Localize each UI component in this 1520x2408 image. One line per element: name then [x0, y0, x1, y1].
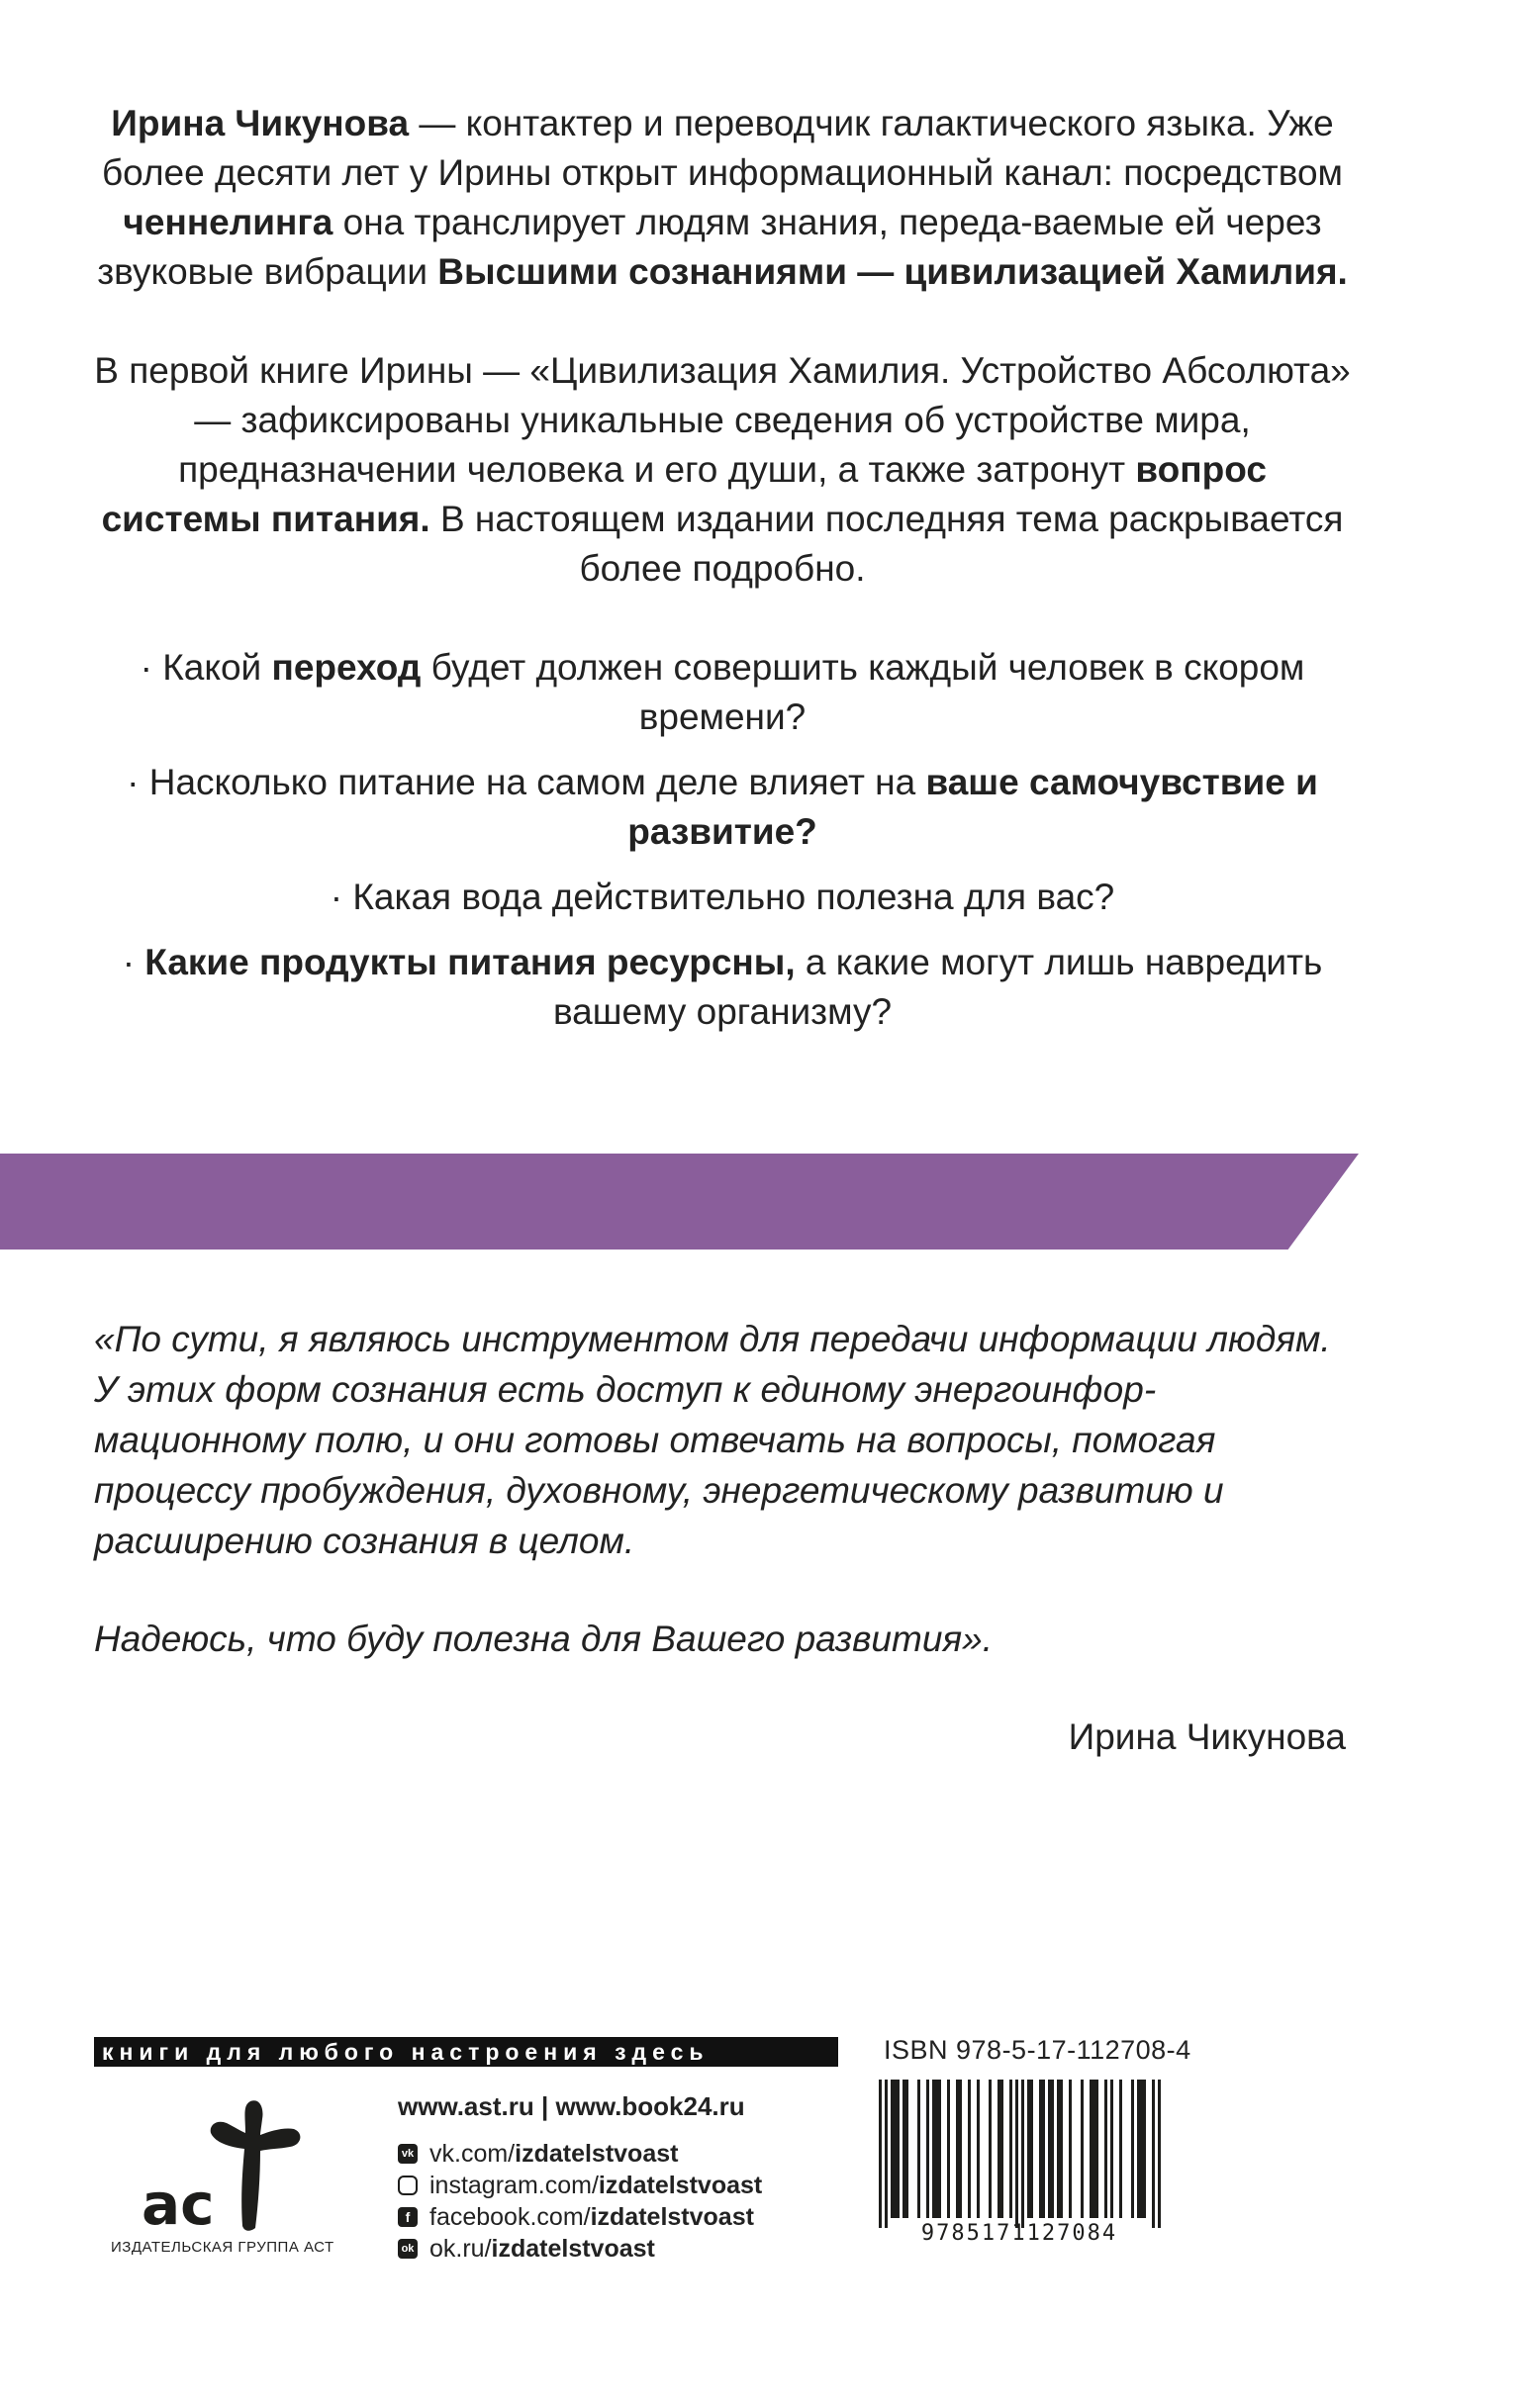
barcode-bar	[1090, 2080, 1092, 2218]
barcode-bar	[1009, 2080, 1012, 2218]
barcode-bar	[1104, 2080, 1107, 2218]
facebook-icon: f	[398, 2207, 418, 2227]
emphasis-text: ваше самочувствие и развитие?	[627, 762, 1318, 852]
publisher-slogan: книги для любого настроения здесь	[94, 2037, 838, 2067]
body-text: · Насколько питание на самом деле влияет на	[127, 762, 926, 802]
barcode-bars	[879, 2080, 1161, 2228]
barcode-bar	[1081, 2080, 1084, 2218]
barcode-bar	[998, 2080, 1000, 2218]
emphasis-text: Высшими сознаниями — цивилизацией Хамилия.	[437, 251, 1348, 292]
body-text: ·	[122, 942, 145, 982]
publisher-links	[398, 2091, 762, 2265]
barcode-bar	[894, 2080, 897, 2218]
barcode-bar	[1048, 2080, 1051, 2218]
barcode-bar	[1060, 2080, 1063, 2218]
barcode-bar	[1152, 2080, 1155, 2228]
barcode-bar	[1137, 2080, 1140, 2218]
barcode-bar	[1095, 2080, 1098, 2218]
barcode-bar	[1131, 2080, 1134, 2218]
body-text: она транслирует людям знания, переда-ваемые ей через звуковые вибрации	[97, 202, 1322, 292]
barcode-bar	[968, 2080, 971, 2218]
barcode-bar	[1021, 2080, 1024, 2228]
isbn-label: ISBN 978-5-17-112708-4	[884, 2035, 1191, 2065]
barcode-bar	[926, 2080, 929, 2218]
question-item	[94, 873, 1351, 922]
barcode-bar	[1027, 2080, 1030, 2218]
question-list	[94, 643, 1351, 1037]
quote-paragraph: «По сути, я являюсь инструментом для передачи информации людям. У этих форм сознания есть доступ к единому энергоинфор-мационному полю, и они готовы отвечать на вопросы, помогая процессу пробуждения, духовному, энергетическому развитию и расширению сознания в целом.	[94, 1319, 1331, 1561]
question-item	[94, 758, 1351, 857]
barcode-bar	[935, 2080, 938, 2218]
question-item	[94, 643, 1351, 742]
barcode-bar	[956, 2080, 959, 2218]
purple-band	[0, 1154, 1359, 1250]
emphasis-text: вопрос системы питания.	[101, 449, 1267, 539]
barcode-bar	[1030, 2080, 1033, 2218]
barcode-bar	[891, 2080, 894, 2218]
book-description	[94, 346, 1351, 594]
body-text: В настоящем издании последняя тема раскрывается более подробно.	[429, 499, 1344, 589]
emphasis-text: Ирина Чикунова	[111, 103, 410, 143]
intro-text	[94, 99, 1351, 1053]
barcode-bar	[885, 2080, 888, 2228]
social-link-odnoklassniki[interactable]: ok ok.ru/ izdatelstvoast	[398, 2233, 762, 2265]
barcode-bar	[1057, 2080, 1060, 2218]
emphasis-text: ченнелинга	[123, 202, 333, 242]
social-link-facebook[interactable]: f facebook.com/ izdatelstvoast	[398, 2201, 762, 2233]
question-item	[94, 938, 1351, 1037]
body-text: · Какой	[140, 647, 272, 688]
odnoklassniki-icon: ok	[398, 2239, 418, 2259]
vk-icon: vk	[398, 2144, 418, 2164]
svg-text:ac: ac	[142, 2171, 215, 2236]
logo-caption: ИЗДАТЕЛЬСКАЯ ГРУППА АСТ	[111, 2239, 334, 2256]
barcode-bar	[1039, 2080, 1042, 2218]
barcode-bar	[977, 2080, 980, 2218]
body-text: · Какая вода действительно полезна для вас?	[330, 877, 1115, 917]
barcode-bar	[1110, 2080, 1113, 2218]
body-text: — контактер и переводчик галактического языка. Уже более десяти лет у Ирины открыт информационный канал: посредством	[101, 103, 1343, 193]
barcode-bar	[917, 2080, 920, 2218]
emphasis-text: переход	[271, 647, 422, 688]
quote-signature: Ирина Чикунова	[1068, 1716, 1346, 1757]
social-link-instagram[interactable]: instagram.com/ izdatelstvoast	[398, 2170, 762, 2201]
ast-logo-icon	[94, 2087, 361, 2236]
barcode-bar	[897, 2080, 900, 2218]
barcode-bar	[932, 2080, 935, 2218]
barcode-bar	[1143, 2080, 1146, 2218]
barcode-bar	[989, 2080, 992, 2218]
body-text: будет должен совершить каждый человек в скором времени?	[421, 647, 1305, 737]
barcode-bar	[1042, 2080, 1045, 2218]
body-text: а какие могут лишь навредить вашему организму?	[552, 942, 1323, 1032]
barcode-bar	[1000, 2080, 1003, 2218]
barcode-bar	[947, 2080, 950, 2218]
barcode-bar	[959, 2080, 962, 2218]
barcode-bar	[1069, 2080, 1072, 2218]
author-bio	[94, 99, 1351, 297]
barcode-bar	[1092, 2080, 1095, 2218]
quote-closing: Надеюсь, что буду полезна для Вашего развития».	[94, 1619, 994, 1659]
body-text: В первой книге Ирины — «Цивилизация Хамилия. Устройство Абсолюта» — зафиксированы уникальные сведения об устройстве мира, предназначении человека и его души, а также затронут	[94, 350, 1351, 490]
barcode-bar	[1140, 2080, 1143, 2218]
instagram-icon	[398, 2176, 418, 2195]
barcode-bar	[1119, 2080, 1122, 2218]
emphasis-text: Какие продукты питания ресурсны,	[144, 942, 796, 982]
barcode-digits: 9785171127084	[920, 2221, 1118, 2244]
barcode	[859, 2076, 1181, 2244]
barcode-bar	[938, 2080, 941, 2218]
author-quote	[94, 1314, 1341, 1712]
barcode-bar	[902, 2080, 905, 2218]
barcode-bar	[1015, 2080, 1018, 2228]
barcode-bar	[879, 2080, 882, 2228]
barcode-bar	[1158, 2080, 1161, 2228]
social-link-vk[interactable]: vk vk.com/ izdatelstvoast	[398, 2138, 762, 2170]
barcode-bar	[905, 2080, 908, 2218]
website-links[interactable]: www.ast.ru | www.book24.ru	[398, 2091, 745, 2121]
barcode-bar	[1051, 2080, 1054, 2218]
